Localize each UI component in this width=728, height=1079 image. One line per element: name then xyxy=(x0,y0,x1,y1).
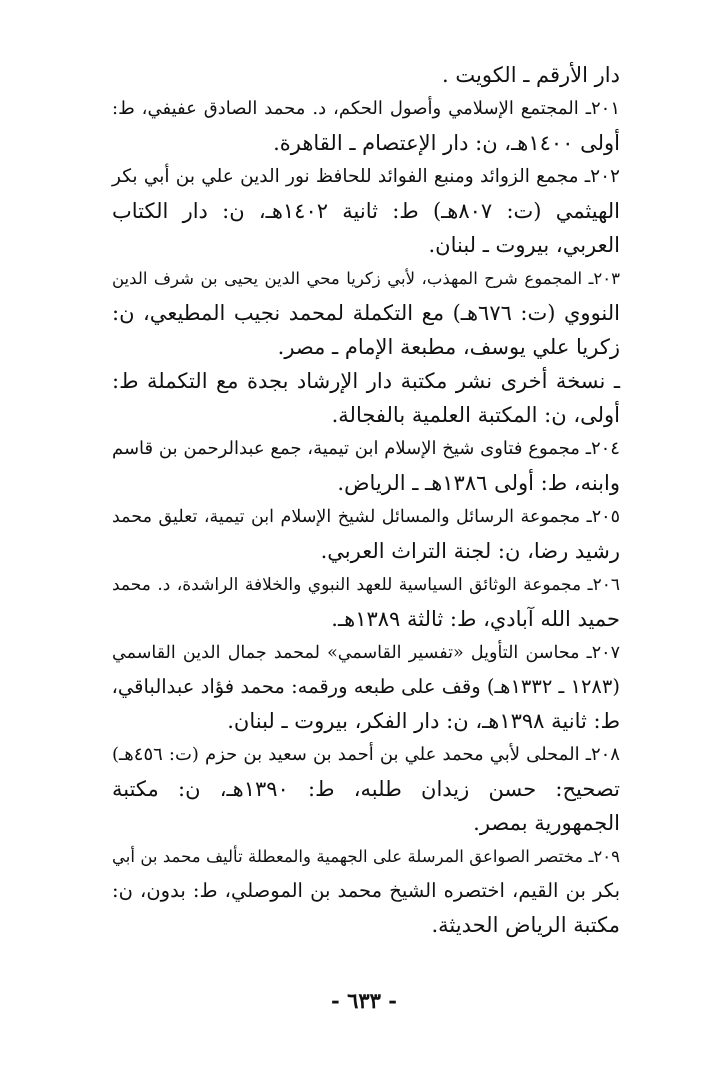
entry-202-line-2 xyxy=(112,194,620,228)
entry-203-line-2 xyxy=(112,296,620,330)
entry-207-line-3 xyxy=(112,704,620,738)
line-text: أولى، ن: المكتبة العلمية بالفجالة. xyxy=(331,403,620,427)
line-text: (١٢٨٣ ـ ١٣٣٢هـ) وقف على طبعه ورقمه: محمد فؤاد عبدالباقي، xyxy=(111,675,620,698)
line-text: ـ نسخة أخرى نشر مكتبة دار الإرشاد بجدة مع التكملة ط: xyxy=(112,369,620,393)
entry-number: ٢٠٥ـ xyxy=(586,507,620,527)
entry-number: ٢٠٧ـ xyxy=(586,643,620,663)
line-text: بكر بن القيم، اختصره الشيخ محمد بن الموصلي، ط: بدون، ن: xyxy=(112,879,620,902)
entry-208-line-2 xyxy=(112,772,620,806)
entry-203-line-3 xyxy=(112,330,620,364)
entry-201-line-2 xyxy=(112,126,620,160)
entry-204-line-1 xyxy=(112,432,620,466)
text-line xyxy=(112,58,620,92)
line-text: الهيثمي (ت: ٨٠٧هـ) ط: ثانية ١٤٠٢هـ، ن: دار الكتاب xyxy=(112,199,620,223)
entry-206-line-1 xyxy=(112,568,620,602)
line-text: ط: ثانية ١٣٩٨هـ، ن: دار الفكر، بيروت ـ لبنان. xyxy=(227,709,620,733)
line-text: مجموع فتاوى شيخ الإسلام ابن تيمية، جمع عبدالرحمن بن قاسم xyxy=(112,438,580,459)
entry-202-line-3 xyxy=(112,228,620,262)
line-text: مجموعة الوثائق السياسية للعهد النبوي والخلافة الراشدة، د. محمد xyxy=(112,575,582,595)
bibliography-list xyxy=(112,58,620,942)
entry-209-line-1 xyxy=(112,840,620,874)
line-text: أولى ١٤٠٠هـ، ن: دار الإعتصام ـ القاهرة. xyxy=(273,131,620,155)
page-number: - ٦٣٣ - xyxy=(331,988,397,1013)
line-text: المجتمع الإسلامي وأصول الحكم، د. محمد الصادق عفيفي، ط: xyxy=(112,98,579,119)
line-text: حميد الله آبادي، ط: ثالثة ١٣٨٩هـ. xyxy=(331,607,620,631)
entry-204-line-2 xyxy=(112,466,620,500)
line-text: المجموع شرح المهذب، لأبي زكريا محي الدين يحيى بن شرف الدين xyxy=(112,269,583,288)
entry-208-line-3 xyxy=(112,806,620,840)
line-0 xyxy=(112,58,620,92)
entry-208-line-1 xyxy=(112,738,620,772)
entry-number: ٢٠٦ـ xyxy=(587,575,620,595)
entry-207-line-1 xyxy=(112,636,620,670)
line-text: النووي (ت: ٦٧٦هـ) مع التكملة لمحمد نجيب المطيعي، ن: xyxy=(112,301,620,325)
entry-number: ٢٠٢ـ xyxy=(584,166,620,187)
entry-201-line-1 xyxy=(112,92,620,126)
line-text: محاسن التأويل «تفسير القاسمي» لمحمد جمال الدين القاسمي xyxy=(112,643,580,663)
entry-203-line-5 xyxy=(112,398,620,432)
entry-209-line-2 xyxy=(112,874,620,908)
line-text: مجمع الزوائد ومنبع الفوائد للحافظ نور الدين علي بن أبي بكر xyxy=(112,166,579,187)
line-text: مكتبة الرياض الحديثة. xyxy=(431,913,620,937)
line-text: مختصر الصواعق المرسلة على الجهمية والمعطلة تأليف محمد بن أبي xyxy=(112,847,584,866)
entry-209-line-3 xyxy=(112,908,620,942)
entry-203-line-4 xyxy=(112,364,620,398)
entry-number: ٢٠٣ـ xyxy=(588,269,620,288)
line-text: تصحيح: حسن زيدان طلبه، ط: ١٣٩٠هـ، ن: مكتبة xyxy=(112,777,620,801)
entry-205-line-2 xyxy=(112,534,620,568)
line-text: دار الأرقم ـ الكويت . xyxy=(442,63,620,87)
entry-206-line-2 xyxy=(112,602,620,636)
line-text: رشيد رضا، ن: لجنة التراث العربي. xyxy=(320,539,620,563)
entry-202-line-1 xyxy=(112,160,620,194)
line-text: وابنه، ط: أولى ١٣٨٦هـ ـ الرياض. xyxy=(337,471,620,495)
entry-number: ٢٠٨ـ xyxy=(585,744,620,765)
line-text: المحلى لأبي محمد علي بن أحمد بن سعيد بن حزم (ت: ٤٥٦هـ) xyxy=(112,744,580,765)
entry-number: ٢٠١ـ xyxy=(585,98,620,119)
line-text: زكريا علي يوسف، مطبعة الإمام ـ مصر. xyxy=(277,335,620,359)
entry-number: ٢٠٩ـ xyxy=(588,847,620,866)
entry-number: ٢٠٤ـ xyxy=(585,438,620,459)
entry-203-line-1 xyxy=(112,262,620,296)
line-text: مجموعة الرسائل والمسائل لشيخ الإسلام ابن تيمية، تعليق محمد xyxy=(112,507,581,527)
entry-205-line-1 xyxy=(112,500,620,534)
line-text: الجمهورية بمصر. xyxy=(473,811,620,835)
entry-207-line-2 xyxy=(112,670,620,704)
line-text: العربي، بيروت ـ لبنان. xyxy=(428,233,620,257)
